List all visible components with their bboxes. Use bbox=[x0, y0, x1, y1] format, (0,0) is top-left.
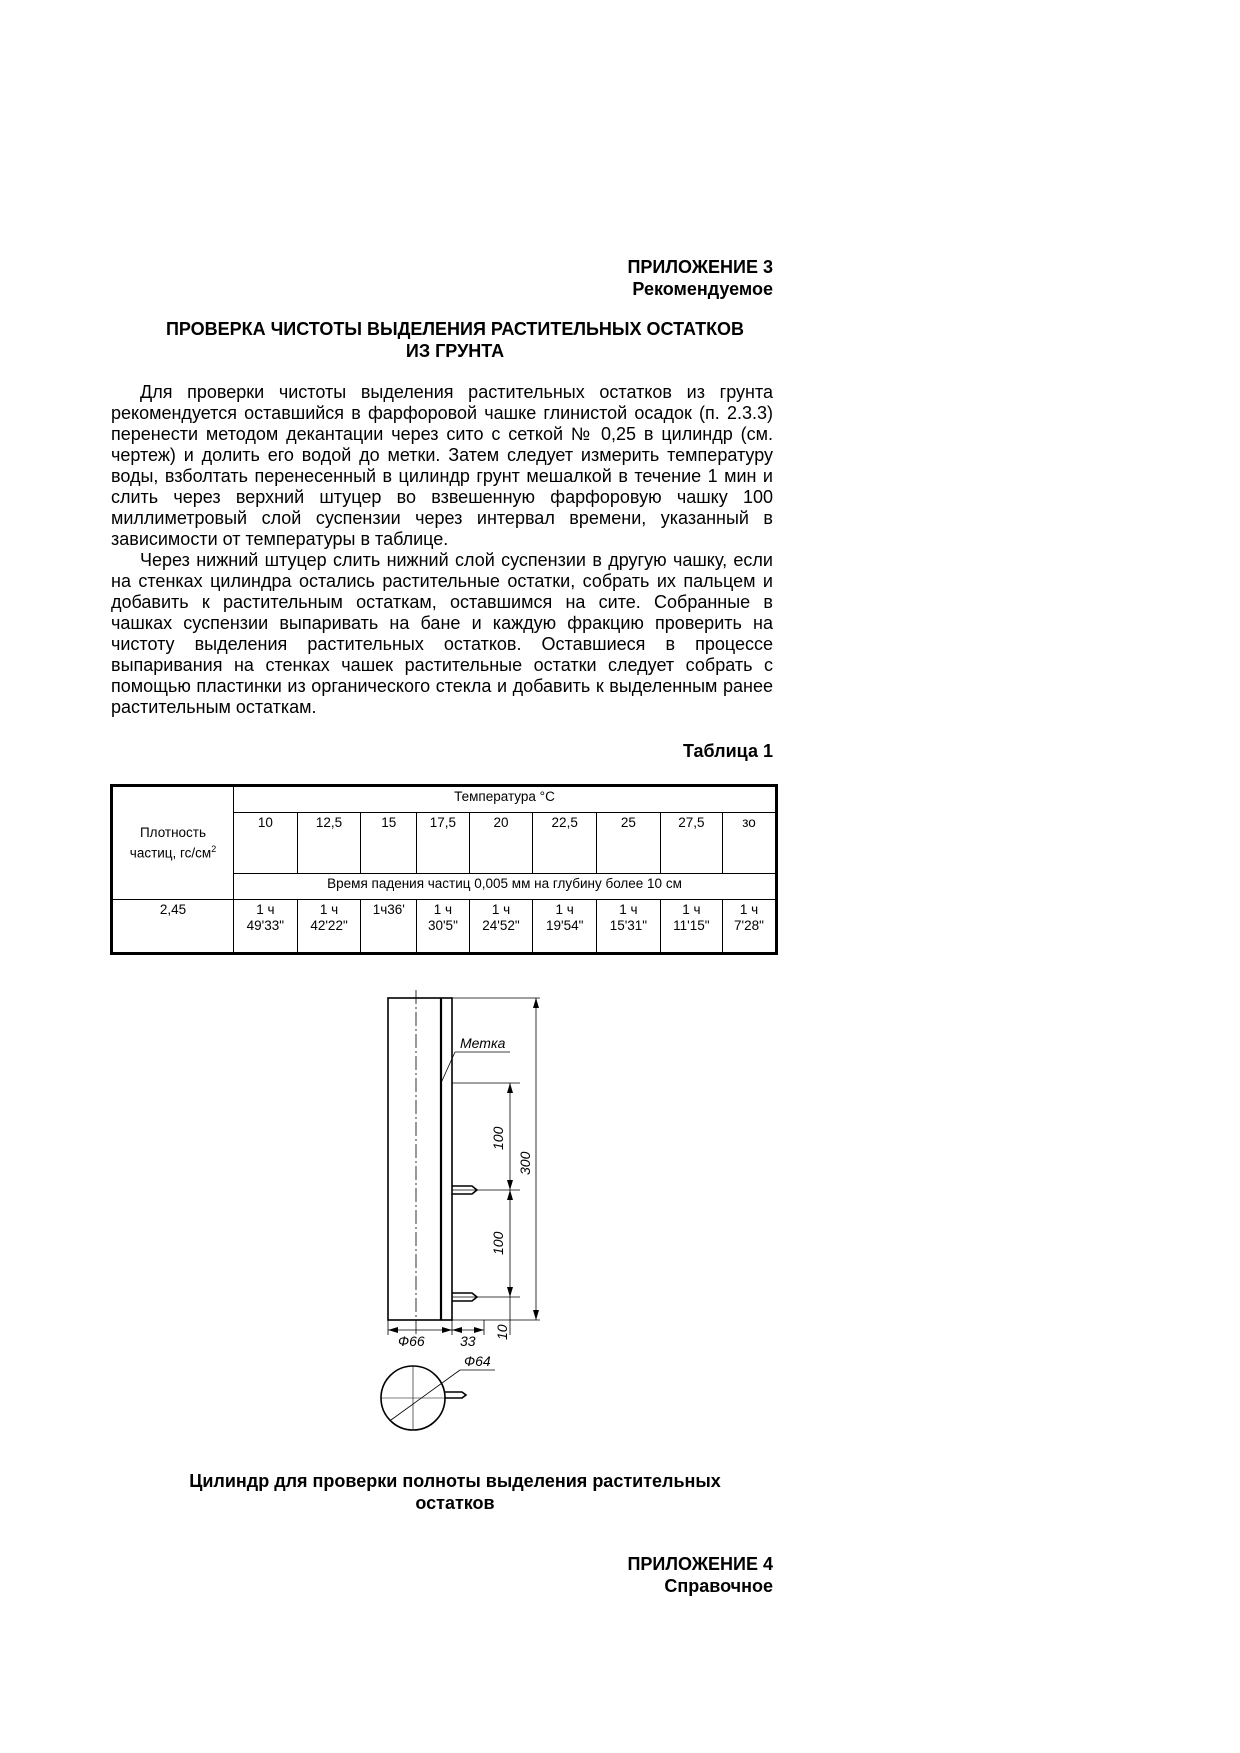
time-header: Время падения частиц 0,005 мм на глубину более 10 см bbox=[234, 874, 777, 900]
time-cell bbox=[597, 900, 661, 954]
time-cell bbox=[361, 900, 417, 954]
density-header: Плотность частиц, гс/см bbox=[129, 824, 212, 861]
density-header-cell bbox=[112, 786, 234, 900]
time-cell bbox=[722, 900, 776, 954]
figure-caption bbox=[150, 1470, 760, 1514]
appendix-3-status: Рекомендуемое bbox=[632, 279, 773, 299]
time-minutes-seconds: 7'28" bbox=[734, 918, 764, 933]
data-row bbox=[112, 900, 777, 954]
d64-leader bbox=[391, 1370, 460, 1420]
time-cell bbox=[234, 900, 298, 954]
time-minutes-seconds: 15'31" bbox=[609, 918, 648, 933]
time-hours: 1ч36' bbox=[372, 902, 405, 917]
label-d66: Ф66 bbox=[398, 1333, 425, 1349]
mark-leader bbox=[441, 1052, 455, 1083]
time-minutes-seconds: 42'22" bbox=[310, 918, 348, 933]
paragraph-1: Для проверки чистоты выделения растительных остатков из грунта рекомендуется оставшийся в фарфоровой чашке глинистой осадок (п. 2.3.3) перенести методом декантации через сито с сеткой № 0,25 в цилиндр (см. чертеж) и долить его водой до метки. Затем следует измерить температуру воды, взболтать перенесенный в цилиндр грунт мешалкой в течение 1 мин и слить через верхний штуцер во взвешенную фарфоровую чашку 100 миллиметровый слой суспензии через интервал времени, указанный в зависимости от температуры в таблице. bbox=[111, 382, 773, 549]
cylinder-drawing bbox=[360, 990, 560, 1460]
appendix-4-header bbox=[627, 1553, 773, 1597]
temperature-cell: зо bbox=[722, 813, 776, 874]
time-minutes-seconds: 49'33" bbox=[246, 918, 285, 933]
temperature-cell: 12,5 bbox=[297, 813, 361, 874]
fall-time-table bbox=[110, 784, 778, 955]
temperature-cell: 20 bbox=[469, 813, 533, 874]
section-title-line1: ПРОВЕРКА ЧИСТОТЫ ВЫДЕЛЕНИЯ РАСТИТЕЛЬНЫХ ОСТАТКОВ bbox=[165, 319, 745, 339]
figure-caption-line1: Цилиндр для проверки полноты выделения растительных bbox=[189, 1471, 721, 1491]
appendix-4-status: Справочное bbox=[664, 1576, 773, 1596]
temperature-cell: 27,5 bbox=[660, 813, 722, 874]
temperature-cell: 25 bbox=[597, 813, 661, 874]
temperature-cell: 10 bbox=[234, 813, 298, 874]
time-minutes-seconds: 30'5" bbox=[427, 918, 458, 933]
time-hours: 1 ч bbox=[619, 902, 638, 917]
time-minutes-seconds: 19'54" bbox=[545, 918, 584, 933]
time-hours: 1 ч bbox=[739, 902, 759, 917]
time-minutes-seconds: 24'52" bbox=[482, 918, 520, 933]
section-title-line2: ИЗ ГРУНТА bbox=[405, 341, 505, 361]
label-d64: Ф64 bbox=[464, 1353, 491, 1369]
time-hours: 1 ч bbox=[256, 902, 275, 917]
temperature-cell: 15 bbox=[361, 813, 417, 874]
time-minutes-seconds: 11'15" bbox=[673, 918, 710, 933]
time-cell bbox=[660, 900, 722, 954]
time-cell bbox=[533, 900, 597, 954]
paragraph-2: Через нижний штуцер слить нижний слой суспензии в другую чашку, если на стенках цилиндра остались растительные остатки, собрать их пальцем и добавить к растительным остаткам, оставшимся на сите. Собранные в чашках суспензии выпаривать на бане и каждую фракцию проверить на чистоту выделения растительных остатков. Оставшиеся в процессе выпаривания на стенках чашек растительные остатки следует собрать с помощью пластинки из органического стекла и добавить к выделенным ранее растительным остаткам. bbox=[111, 550, 773, 717]
section-title bbox=[150, 318, 760, 362]
time-cell bbox=[297, 900, 361, 954]
density-header-sup: 2 bbox=[211, 843, 217, 854]
cylinder-drawing-svg bbox=[360, 990, 560, 1460]
temperature-cell: 22,5 bbox=[533, 813, 597, 874]
cylinder-body bbox=[388, 998, 452, 1320]
appendix-3-title: ПРИЛОЖЕНИЕ 3 bbox=[627, 257, 773, 277]
label-33: 33 bbox=[460, 1333, 476, 1349]
temperature-header: Температура °С bbox=[234, 786, 777, 813]
time-cell bbox=[469, 900, 533, 954]
table-label: Таблица 1 bbox=[682, 741, 773, 761]
label-10: 10 bbox=[494, 1324, 510, 1340]
figure-caption-line2: остатков bbox=[415, 1493, 495, 1513]
appendix-3-header bbox=[627, 256, 773, 300]
time-hours: 1 ч bbox=[433, 902, 453, 917]
appendix-4-title: ПРИЛОЖЕНИЕ 4 bbox=[627, 1554, 773, 1574]
time-hours: 1 ч bbox=[491, 902, 511, 917]
time-hours: 1 ч bbox=[319, 902, 339, 917]
temperature-cell: 17,5 bbox=[417, 813, 469, 874]
time-hours: 1 ч bbox=[555, 902, 574, 917]
label-100-top: 100 bbox=[490, 1126, 506, 1150]
label-300: 300 bbox=[517, 1151, 533, 1175]
density-value: 2,45 bbox=[112, 900, 234, 954]
label-100-bottom: 100 bbox=[490, 1231, 506, 1255]
label-mark: Метка bbox=[460, 1035, 506, 1051]
time-hours: 1 ч bbox=[682, 902, 701, 917]
time-cell bbox=[417, 900, 469, 954]
top-view-nozzle bbox=[445, 1392, 466, 1398]
body-text bbox=[111, 382, 773, 718]
